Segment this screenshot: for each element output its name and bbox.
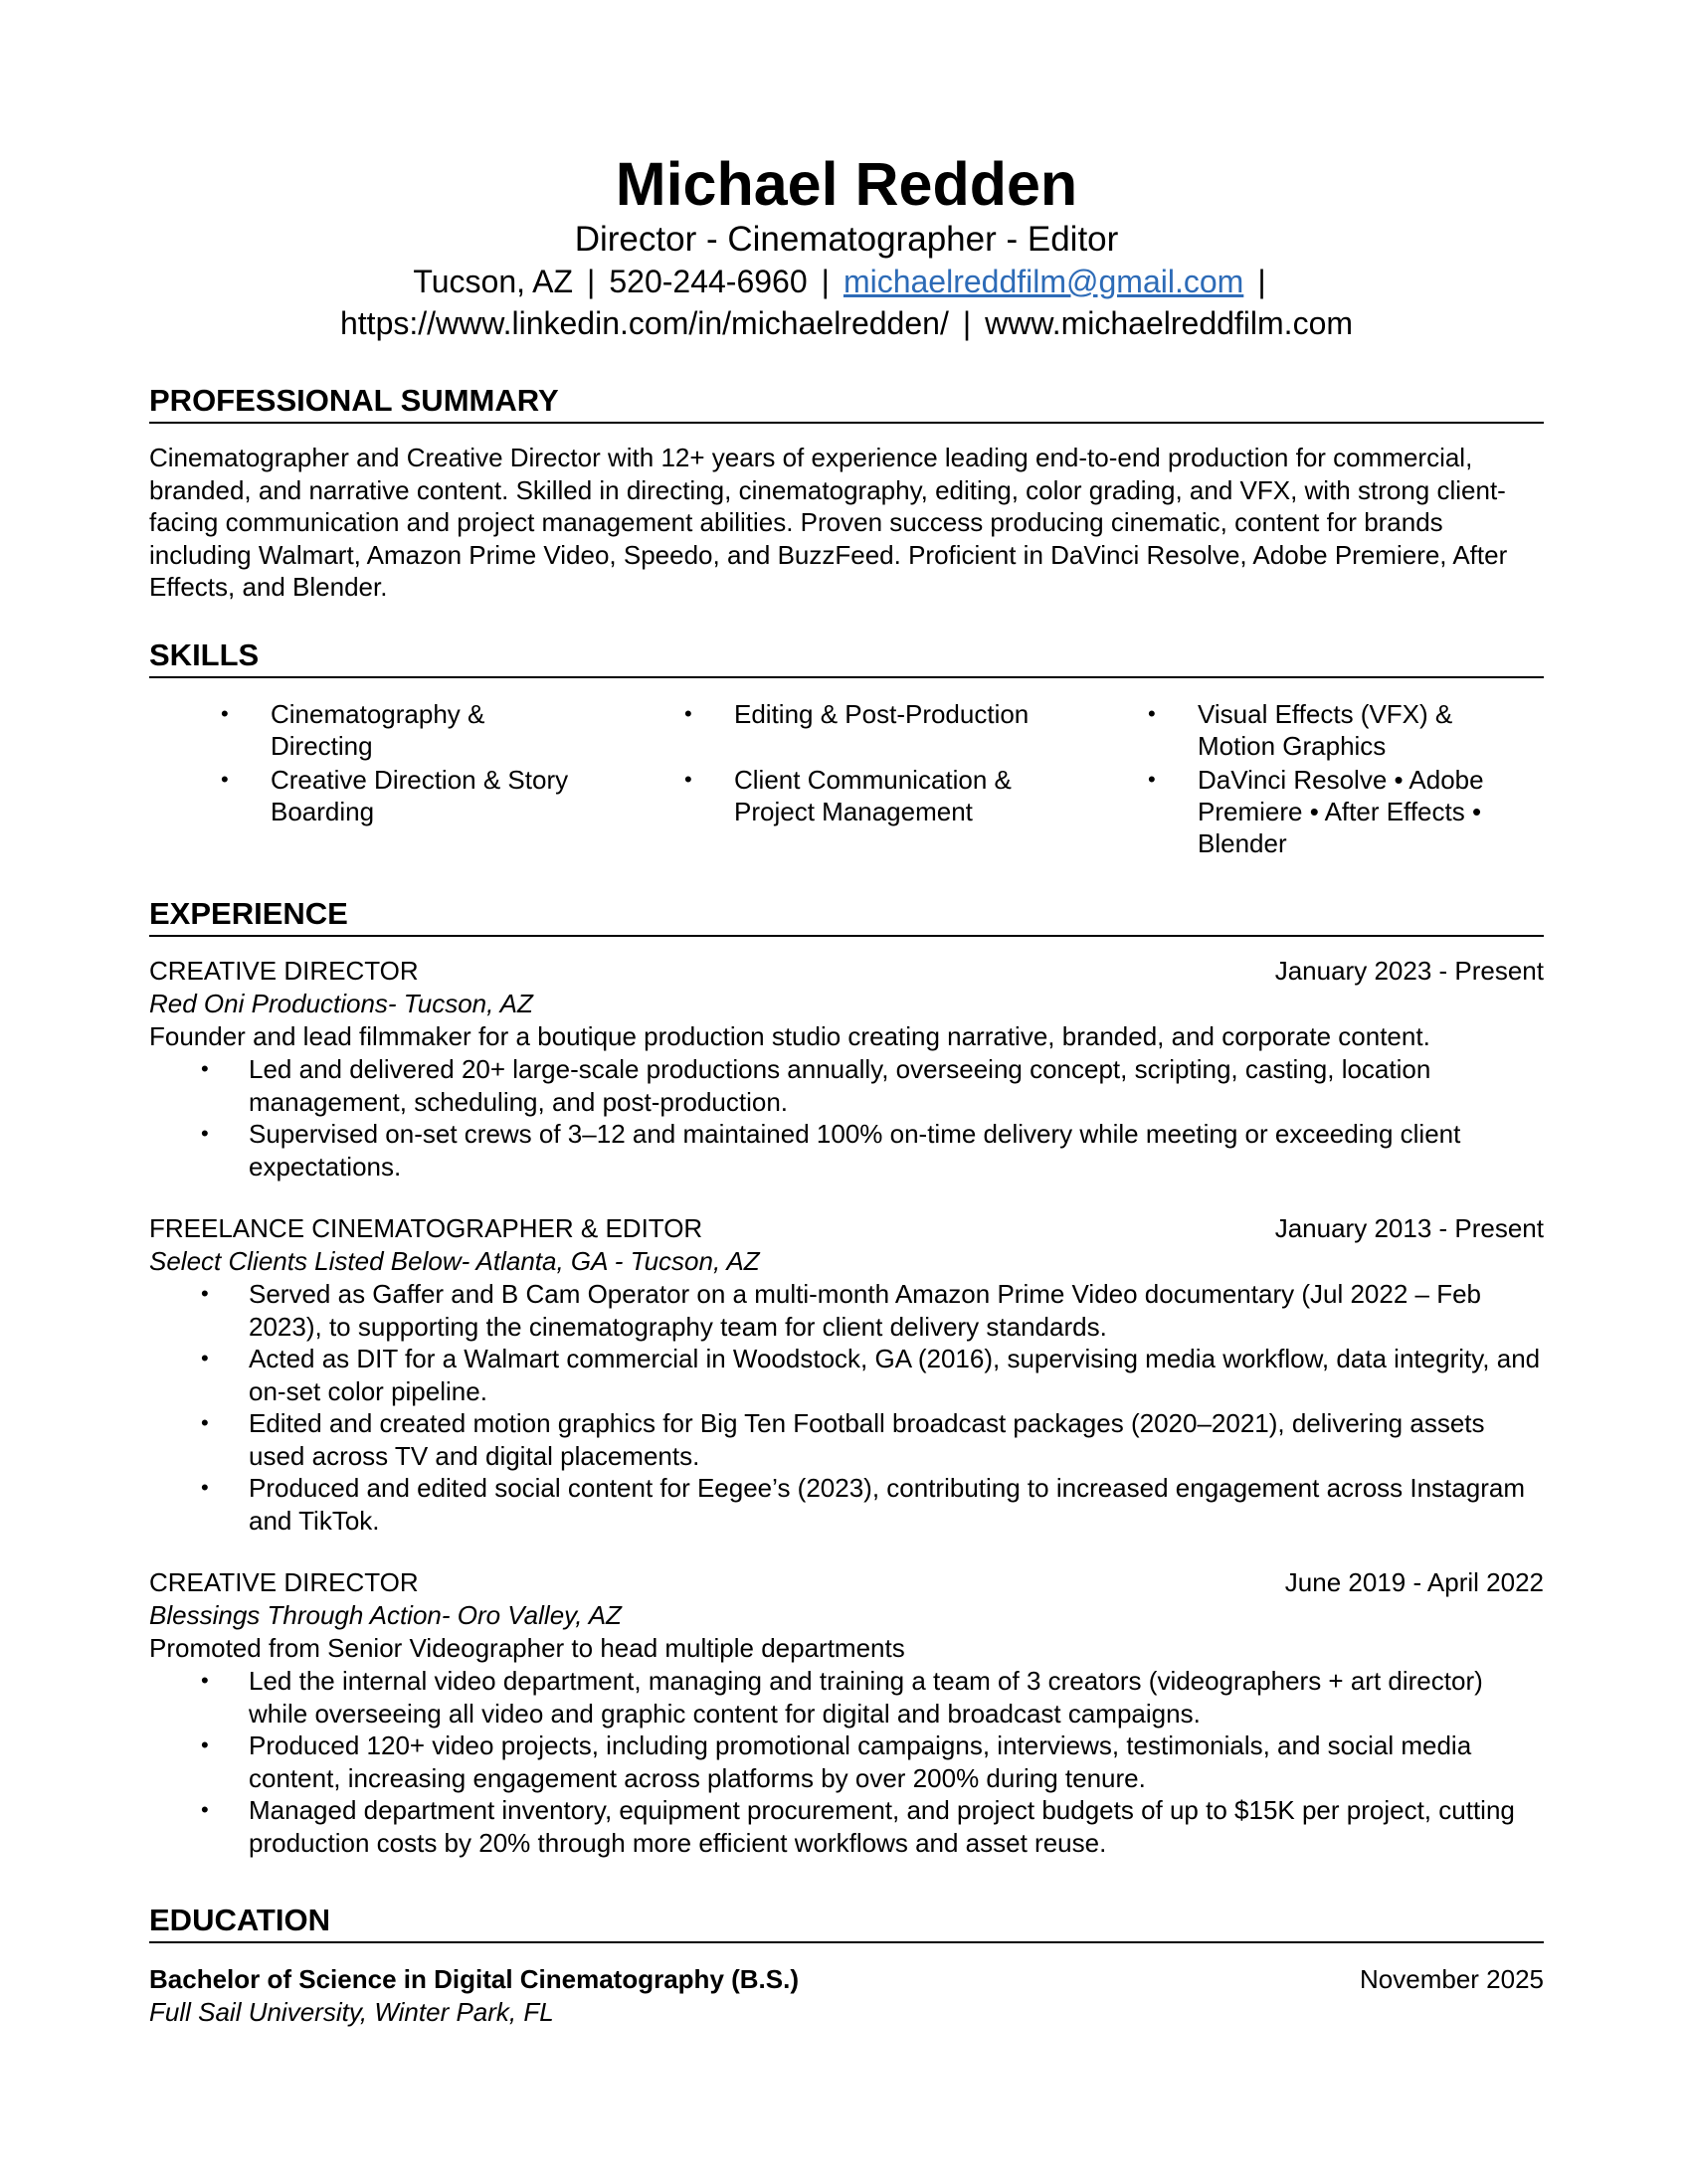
- skill-item: • Editing & Post-Production: [684, 699, 1030, 729]
- separator: |: [962, 305, 972, 341]
- list-item: • Supervised on-set crews of 3–12 and maintained 100% on-time delivery while meeting or exceeding client expectations.: [201, 1119, 1461, 1182]
- contact-line-1: [149, 261, 1544, 302]
- job-title: FREELANCE CINEMATOGRAPHER & EDITOR: [149, 1213, 703, 1243]
- list-item: • Produced and edited social content for Eegee’s (2023), contributing to increased engagement across Instagram and TikTok.: [201, 1473, 1525, 1536]
- job-bullets: [149, 1278, 1544, 1537]
- list-item: • Produced 120+ video projects, including promotional campaigns, interviews, testimonials, and social media content, increasing engagement across platforms by over 200% during tenure.: [201, 1730, 1472, 1793]
- education-section: [149, 1902, 1544, 2029]
- job-title: CREATIVE DIRECTOR: [149, 1567, 419, 1597]
- job-bullets: [149, 1053, 1544, 1183]
- section-title-skills: SKILLS: [149, 637, 1544, 678]
- bullet: •: [684, 767, 692, 792]
- summary-text: Cinematographer and Creative Director with 12+ years of experience leading end-to-end production for commercial, branded, and narrative content. Skilled in directing, cinematography, editing, color grading, and VFX, with strong client-facing communication and project management abilities. Proven success producing cinematic, content for brands including Walmart, Amazon Prime Video, Speedo, and BuzzFeed. Proficient in DaVinci Resolve, Adobe Premiere, After Effects, and Blender.: [149, 443, 1508, 602]
- experience-section: [149, 895, 1544, 1859]
- skill-item: • Client Communication & Project Management: [684, 765, 1012, 826]
- resume-header: [149, 149, 1544, 344]
- section-title-summary: PROFESSIONAL SUMMARY: [149, 382, 1544, 424]
- bullet: •: [201, 1668, 209, 1693]
- phone-text: 520-244-6960: [609, 264, 808, 299]
- bullet: •: [1148, 767, 1156, 792]
- job-entry: [149, 955, 1544, 1183]
- list-item: • Managed department inventory, equipment procurement, and project budgets of up to $15K per project, cutting production costs by 20% through more efficient workflows and asset reuse.: [201, 1795, 1515, 1858]
- job-organization: Blessings Through Action- Oro Valley, AZ: [149, 1600, 622, 1630]
- job-description: Founder and lead filmmaker for a boutique production studio creating narrative, branded, and corporate content.: [149, 1021, 1430, 1051]
- bullet: •: [221, 767, 229, 792]
- list-item: • Led the internal video department, managing and training a team of 3 creators (videographers + art director) while overseeing all video and graphic content for digital and broadcast campaigns.: [201, 1666, 1483, 1729]
- bullet: •: [201, 1732, 209, 1757]
- candidate-role: Director - Cinematographer - Editor: [574, 220, 1119, 259]
- separator: |: [587, 264, 596, 299]
- skills-list: [149, 698, 1544, 859]
- summary-section: [149, 382, 1544, 604]
- contact-line-2: [149, 302, 1544, 344]
- bullet: •: [201, 1121, 209, 1146]
- resume-page: [149, 149, 1544, 2027]
- bullet: •: [684, 701, 692, 726]
- job-entry: [149, 1212, 1544, 1537]
- job-description: Promoted from Senior Videographer to head multiple departments: [149, 1633, 905, 1663]
- email-link[interactable]: michaelreddfilm@gmail.com: [843, 264, 1244, 299]
- skill-item: • Visual Effects (VFX) & Motion Graphics: [1148, 699, 1453, 761]
- skill-item: • Cinematography & Directing: [221, 699, 485, 761]
- job-title: CREATIVE DIRECTOR: [149, 956, 419, 986]
- bullet: •: [201, 1475, 209, 1500]
- bullet: •: [1148, 701, 1156, 726]
- degree-date: November 2025: [1360, 1964, 1544, 1994]
- degree-title: Bachelor of Science in Digital Cinematography (B.S.): [149, 1964, 800, 1994]
- bullet: •: [201, 1056, 209, 1081]
- job-organization: Red Oni Productions- Tucson, AZ: [149, 989, 533, 1018]
- location-text: Tucson, AZ: [413, 264, 574, 299]
- bullet: •: [221, 701, 229, 726]
- section-title-experience: EXPERIENCE: [149, 895, 1544, 937]
- section-title-education: EDUCATION: [149, 1902, 1544, 1943]
- candidate-name: Michael Redden: [615, 150, 1078, 218]
- skill-item: • DaVinci Resolve • Adobe Premiere • After Effects • Blender: [1148, 765, 1484, 858]
- bullet: •: [201, 1410, 209, 1435]
- list-item: • Served as Gaffer and B Cam Operator on a multi-month Amazon Prime Video documentary (Jul 2022 – Feb 2023), to supporting the cinematography team for client delivery standards.: [201, 1279, 1481, 1342]
- website-text: www.michaelreddfilm.com: [985, 305, 1354, 341]
- job-dates: January 2013 - Present: [1274, 1213, 1544, 1243]
- skills-section: [149, 637, 1544, 859]
- job-bullets: [149, 1665, 1544, 1859]
- job-dates: June 2019 - April 2022: [1284, 1567, 1544, 1597]
- list-item: • Led and delivered 20+ large-scale productions annually, overseeing concept, scripting, casting, location management, scheduling, and post-production.: [201, 1054, 1431, 1117]
- job-organization: Select Clients Listed Below- Atlanta, GA - Tucson, AZ: [149, 1246, 760, 1276]
- list-item: • Acted as DIT for a Walmart commercial in Woodstock, GA (2016), supervising media workflow, data integrity, and on-set color pipeline.: [201, 1344, 1541, 1406]
- linkedin-text: https://www.linkedin.com/in/michaelredden/: [339, 305, 949, 341]
- list-item: • Edited and created motion graphics for Big Ten Football broadcast packages (2020–2021), delivering assets used across TV and digital placements.: [201, 1408, 1485, 1471]
- bullet: •: [201, 1281, 209, 1306]
- bullet: •: [201, 1797, 209, 1822]
- bullet: •: [201, 1346, 209, 1370]
- separator: |: [1257, 264, 1266, 299]
- separator: |: [821, 264, 830, 299]
- skill-item: • Creative Direction & Story Boarding: [221, 765, 569, 826]
- job-entry: [149, 1566, 1544, 1859]
- job-dates: January 2023 - Present: [1274, 956, 1544, 986]
- school-name: Full Sail University, Winter Park, FL: [149, 1997, 554, 2027]
